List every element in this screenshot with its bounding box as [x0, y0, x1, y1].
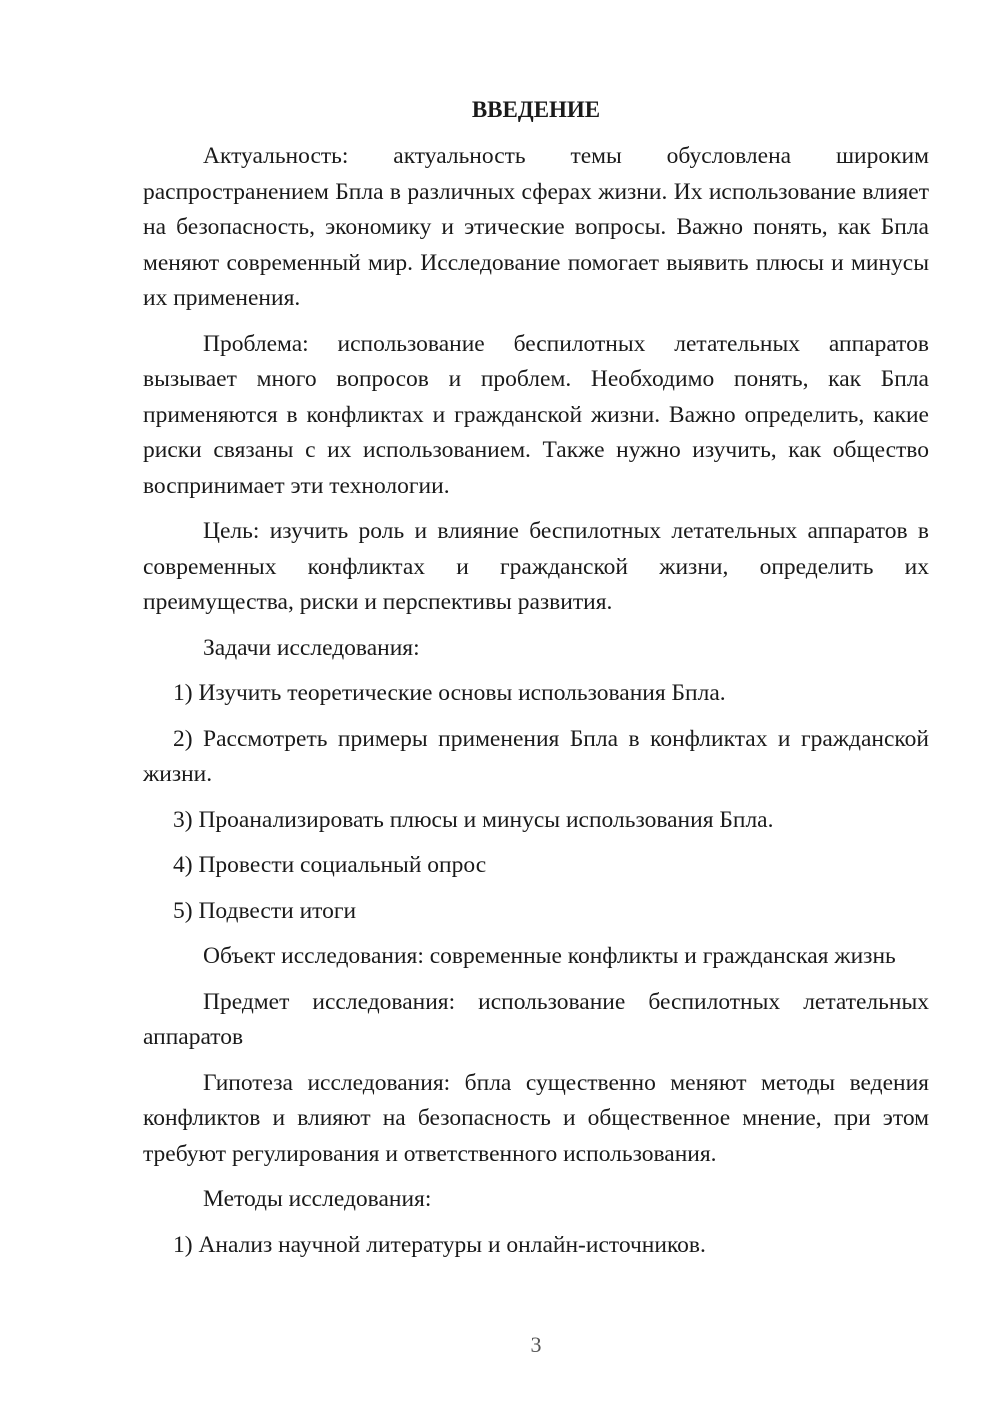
task-item-5: 5) Подвести итоги — [173, 897, 357, 924]
method-item-1: 1) Анализ научной литературы и онлайн-источников. — [173, 1231, 706, 1258]
page-number: 3 — [530, 1332, 542, 1357]
section-heading: ВВЕДЕНИЕ — [471, 97, 601, 122]
methods-title: Методы исследования: — [203, 1186, 432, 1212]
page-content — [143, 92, 929, 1273]
paragraph-object: Объект исследования: современные конфликты и гражданская жизнь — [203, 943, 896, 969]
paragraph-subject: Предмет исследования: использование беспилотных летательных аппаратов — [143, 988, 929, 1050]
paragraph-problem: Проблема: использование беспилотных летательных аппаратов вызывает много вопросов и проблем. Необходимо понять, как Бпла применяются в конфликтах и гражданской жизни. Важно определить, какие риски связаны с их использованием. Также нужно изучить, как общество воспринимает эти технологии. — [143, 330, 929, 499]
paragraph-relevance: Актуальность: актуальность темы обусловлена широким распространением Бпла в различных сферах жизни. Их использование влияет на безопасность, экономику и этические вопросы. Важно понять, как Бпла меняют современный мир. Исследование помогает выявить плюсы и минусы их применения. — [143, 143, 929, 311]
paragraph-hypothesis: Гипотеза исследования: бпла существенно меняют методы ведения конфликтов и влияют на безопасность и общественное мнение, при этом требуют регулирования и ответственного использования. — [143, 1069, 929, 1167]
task-item-2: 2) Рассмотреть примеры применения Бпла в конфликтах и гражданской жизни. — [143, 725, 929, 787]
tasks-title: Задачи исследования: — [203, 634, 420, 661]
task-item-4: 4) Провести социальный опрос — [173, 852, 487, 878]
task-item-1: 1) Изучить теоретические основы использования Бпла. — [173, 680, 726, 706]
paragraph-goal: Цель: изучить роль и влияние беспилотных летательных аппаратов в современных конфликтах и гражданской жизни, определить их преимущества, риски и перспективы развития. — [143, 518, 929, 615]
task-item-3: 3) Проанализировать плюсы и минусы использования Бпла. — [173, 806, 774, 833]
